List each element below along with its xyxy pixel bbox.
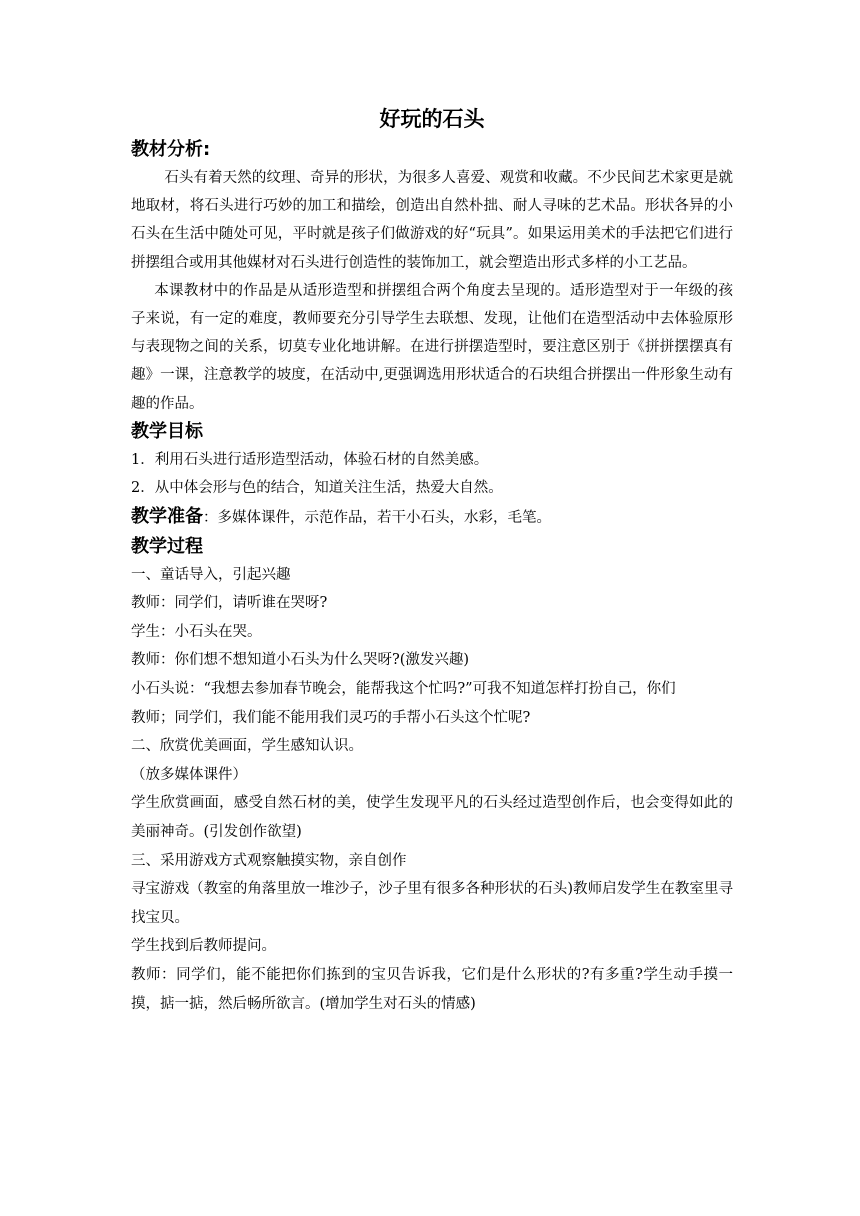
process-line: （放多媒体课件） [131,766,247,783]
prep-text: ：多媒体课件，示范作品，若干小石头，水彩，毛笔。 [203,510,551,527]
analysis-paragraph-1: 石头有着天然的纹理、奇异的形状，为很多人喜爱、观赏和收藏。不少民间艺术家更是就地取材，将石头进行巧妙的加工和描绘，创造出自然朴拙、耐人寻味的艺术品。形状各异的小石头在生活中随处可见，平时就是孩子们做游戏的好“玩具”。如果运用美术的手法把它们进行拼摆组合或用其他媒材对石头进行创造性的装饰加工，就会塑造出形式多样的小工艺品。 [131,170,733,271]
process-line: 学生：小石头在哭。 [131,623,262,640]
process-line: 教师；同学们，我们能不能用我们灵巧的手帮小石头这个忙呢? [131,709,531,726]
process-line: 二、欣赏优美画面，学生感知认识。 [131,738,363,755]
analysis-paragraph-2: 本课教材中的作品是从适形造型和拼摆组合两个角度去呈现的。适形造型对于一年级的孩子来说，有一定的难度，教师要充分引导学生去联想、发现，让他们在造型活动中去体验原形与表现物之间的关系，切莫专业化地讲解。在进行拼摆造型时，要注意区别于《拼拼摆摆真有趣》一课，注意教学的坡度，在活动中,更强调选用形状适合的石块组合拼摆出一件形象生动有趣的作品。 [131,282,733,412]
process-heading: 教学过程 [131,535,203,557]
goal-item-1: 1．利用石头进行适形造型活动，体验石材的自然美感。 [131,451,489,468]
goal-item-2: 2．从中体会形与色的结合，知道关注生活，热爱大自然。 [131,480,503,497]
process-line: 三、采用游戏方式观察触摸实物，亲自创作 [131,852,407,869]
prep-line [131,503,733,533]
process-line: 学生欣赏画面，感受自然石材的美，使学生发现平凡的石头经过造型创作后，也会变得如此的美丽神奇。(引发创作欲望) [131,795,733,840]
process-line: 小石头说：“我想去参加春节晚会，能帮我这个忙吗?”可我不知道怎样打扮自己，你们 [131,680,676,697]
document-body [131,104,733,1018]
process-line: 寻宝游戏（教室的角落里放一堆沙子，沙子里有很多各种形状的石头)教师启发学生在教室里寻找宝贝。 [131,881,733,926]
process-line: 教师：同学们，能不能把你们拣到的宝贝告诉我，它们是什么形状的?有多重?学生动手摸一摸，掂一掂，然后畅所欲言。(增加学生对石头的情感) [131,966,733,1012]
process-line: 教师：同学们，请听谁在哭呀? [131,595,328,612]
document-title: 好玩的石头 [379,107,485,131]
process-line: 教师：你们想不想知道小石头为什么哭呀?(激发兴趣) [131,652,470,669]
process-line: 学生找到后教师提问。 [131,938,276,955]
prep-label: 教学准备 [131,506,203,528]
goals-heading: 教学目标 [131,420,203,442]
analysis-heading: 教材分析: [131,139,211,160]
process-line: 一、童话导入，引起兴趣 [131,566,291,583]
